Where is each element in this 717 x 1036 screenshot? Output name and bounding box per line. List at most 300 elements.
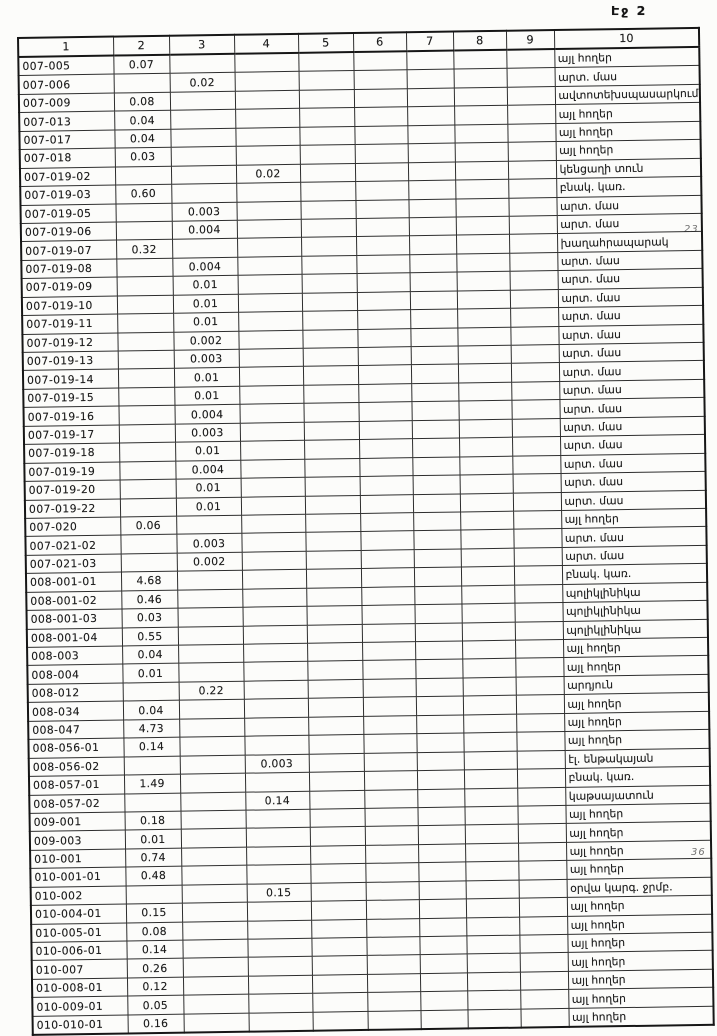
empty-cell-col5 bbox=[305, 532, 360, 551]
land-use-label: ավտոտեխսպասարկում bbox=[555, 84, 700, 105]
empty-cell-col5 bbox=[303, 384, 358, 403]
empty-cell-col5 bbox=[300, 182, 355, 201]
empty-cell-col7 bbox=[420, 991, 467, 1010]
empty-cell-col9 bbox=[511, 363, 559, 382]
empty-cell-col7 bbox=[419, 917, 466, 936]
empty-cell-col9 bbox=[507, 86, 555, 105]
land-use-label: այլ հողեր bbox=[565, 803, 710, 824]
empty-cell-col5 bbox=[299, 89, 354, 108]
empty-cell-col7 bbox=[418, 844, 465, 863]
value-col2: 0.14 bbox=[123, 737, 179, 756]
land-use-label: այլ հողեր bbox=[568, 969, 713, 990]
value-col4 bbox=[239, 404, 303, 423]
empty-cell-col5 bbox=[306, 587, 361, 606]
empty-cell-col5 bbox=[299, 126, 354, 145]
empty-cell-col9 bbox=[506, 49, 554, 69]
empty-cell-col6 bbox=[357, 291, 410, 310]
empty-cell-col6 bbox=[365, 826, 418, 845]
value-col3 bbox=[182, 921, 247, 940]
value-col2: 0.32 bbox=[116, 240, 172, 259]
empty-cell-col7 bbox=[417, 788, 464, 807]
empty-cell-col9 bbox=[518, 824, 566, 843]
empty-cell-col9 bbox=[509, 252, 557, 271]
parcel-code: 007-019-22 bbox=[25, 499, 120, 519]
empty-cell-col9 bbox=[518, 861, 566, 880]
empty-cell-col8 bbox=[458, 382, 511, 401]
value-col4 bbox=[241, 533, 305, 552]
land-use-label: այլ հողեր bbox=[564, 711, 709, 732]
value-col4 bbox=[239, 348, 303, 367]
value-col2 bbox=[119, 442, 175, 461]
empty-cell-col8 bbox=[460, 530, 513, 549]
land-use-label: արտ. մաս bbox=[560, 453, 705, 474]
land-use-label: պոլիկլինիկա bbox=[562, 582, 707, 603]
parcel-code: 008-003 bbox=[27, 646, 122, 666]
land-use-label: բնակ. կառ. bbox=[556, 176, 701, 197]
value-col4 bbox=[243, 643, 307, 662]
land-use-label: արտ. մաս bbox=[558, 324, 703, 345]
land-use-label: այլ հողեր bbox=[566, 840, 711, 861]
value-col2 bbox=[115, 203, 171, 222]
empty-cell-col5 bbox=[311, 901, 366, 920]
value-col3: 0.003 bbox=[176, 534, 241, 553]
value-col4 bbox=[245, 809, 309, 828]
value-col4 bbox=[243, 625, 307, 644]
empty-cell-col5 bbox=[302, 274, 357, 293]
empty-cell-col5 bbox=[310, 864, 365, 883]
empty-cell-col6 bbox=[366, 918, 419, 937]
empty-cell-col9 bbox=[517, 787, 565, 806]
parcel-code: 007-019-05 bbox=[20, 204, 115, 224]
empty-cell-col9 bbox=[509, 234, 557, 253]
land-use-label: այլ հողեր bbox=[563, 637, 708, 658]
parcel-code: 007-019-09 bbox=[22, 277, 117, 297]
empty-cell-col9 bbox=[509, 215, 557, 234]
value-col3 bbox=[178, 663, 243, 682]
empty-cell-col5 bbox=[299, 71, 354, 90]
value-col2: 0.03 bbox=[115, 147, 171, 166]
empty-cell-col9 bbox=[508, 179, 556, 198]
land-use-label: արդյուն bbox=[564, 674, 709, 695]
empty-cell-col5 bbox=[304, 458, 359, 477]
value-col4 bbox=[239, 367, 303, 386]
value-col3 bbox=[182, 902, 247, 921]
empty-cell-col9 bbox=[515, 658, 563, 677]
empty-cell-col7 bbox=[410, 272, 457, 291]
empty-cell-col6 bbox=[364, 789, 417, 808]
empty-cell-col6 bbox=[367, 1010, 420, 1030]
value-col2 bbox=[118, 369, 174, 388]
value-col2 bbox=[116, 258, 172, 277]
value-col3 bbox=[170, 128, 235, 147]
empty-cell-col9 bbox=[508, 160, 556, 179]
empty-cell-col5 bbox=[302, 329, 357, 348]
value-col4 bbox=[242, 551, 306, 570]
value-col3 bbox=[171, 183, 236, 202]
empty-cell-col6 bbox=[367, 992, 420, 1011]
value-col3: 0.004 bbox=[172, 257, 237, 276]
empty-cell-col6 bbox=[357, 310, 410, 329]
empty-cell-col7 bbox=[415, 659, 462, 678]
empty-cell-col6 bbox=[362, 642, 415, 661]
value-col3: 0.01 bbox=[173, 312, 238, 331]
empty-cell-col9 bbox=[519, 934, 567, 953]
parcel-code: 007-009 bbox=[19, 93, 114, 113]
value-col3: 0.01 bbox=[173, 294, 238, 313]
empty-cell-col9 bbox=[520, 953, 568, 972]
value-col3 bbox=[179, 718, 244, 737]
empty-cell-col7 bbox=[406, 51, 453, 71]
parcel-code: 007-019-12 bbox=[22, 333, 117, 353]
empty-cell-col9 bbox=[510, 289, 558, 308]
value-col4 bbox=[246, 828, 310, 847]
value-col2: 0.12 bbox=[127, 977, 183, 996]
empty-cell-col8 bbox=[461, 566, 514, 585]
cadastre-table-wrap bbox=[17, 27, 713, 1036]
value-col2: 0.48 bbox=[125, 866, 181, 885]
empty-cell-col6 bbox=[361, 605, 414, 624]
land-use-label: էլ. ենթակայան bbox=[565, 748, 710, 769]
empty-cell-col7 bbox=[417, 770, 464, 789]
empty-cell-col8 bbox=[454, 124, 507, 143]
value-col3 bbox=[178, 644, 243, 663]
land-use-label: այլ հողեր bbox=[568, 988, 713, 1009]
empty-cell-col8 bbox=[457, 271, 510, 290]
empty-cell-col8 bbox=[458, 401, 511, 420]
empty-cell-col7 bbox=[409, 217, 456, 236]
value-col2: 0.05 bbox=[127, 995, 183, 1014]
empty-cell-col6 bbox=[357, 273, 410, 292]
empty-cell-col6 bbox=[358, 402, 411, 421]
empty-cell-col5 bbox=[307, 642, 362, 661]
parcel-code: 010-004-01 bbox=[31, 904, 126, 924]
empty-cell-col7 bbox=[414, 604, 461, 623]
value-col4 bbox=[237, 256, 301, 275]
value-col4 bbox=[247, 901, 311, 920]
parcel-code: 009-001 bbox=[30, 812, 125, 832]
value-col2: 0.60 bbox=[115, 184, 171, 203]
empty-cell-col9 bbox=[520, 1008, 568, 1028]
empty-cell-col9 bbox=[507, 105, 555, 124]
empty-cell-col7 bbox=[415, 623, 462, 642]
empty-cell-col5 bbox=[303, 347, 358, 366]
empty-cell-col5 bbox=[311, 937, 366, 956]
empty-cell-col9 bbox=[516, 713, 564, 732]
empty-cell-col9 bbox=[512, 437, 560, 456]
value-col2: 0.74 bbox=[125, 848, 181, 867]
parcel-code: 008-056-01 bbox=[28, 738, 123, 758]
value-col3 bbox=[179, 736, 244, 755]
empty-cell-col5 bbox=[299, 108, 354, 127]
empty-cell-col8 bbox=[467, 1009, 520, 1029]
parcel-code: 010-010-01 bbox=[33, 1015, 128, 1035]
value-col3: 0.02 bbox=[170, 73, 235, 92]
column-header-7: 7 bbox=[406, 32, 453, 52]
land-use-label: արտ. մաս bbox=[559, 398, 704, 419]
value-col2 bbox=[118, 406, 174, 425]
empty-cell-col7 bbox=[416, 678, 463, 697]
parcel-code: 007-019-20 bbox=[25, 480, 120, 500]
parcel-code: 008-034 bbox=[28, 701, 123, 721]
empty-cell-col6 bbox=[365, 863, 418, 882]
parcel-code: 007-019-17 bbox=[24, 425, 119, 445]
value-col3 bbox=[178, 626, 243, 645]
empty-cell-col9 bbox=[520, 990, 568, 1009]
parcel-code: 008-047 bbox=[28, 720, 123, 740]
land-use-label: այլ հողեր bbox=[566, 822, 711, 843]
empty-cell-col5 bbox=[305, 477, 360, 496]
empty-cell-col5 bbox=[300, 163, 355, 182]
empty-cell-col8 bbox=[462, 640, 515, 659]
empty-cell-col9 bbox=[520, 971, 568, 990]
value-col3 bbox=[171, 146, 236, 165]
empty-cell-col7 bbox=[416, 733, 463, 752]
value-col3: 0.003 bbox=[171, 202, 236, 221]
land-use-label: այլ հողեր bbox=[568, 951, 713, 972]
parcel-code: 008-001-02 bbox=[26, 591, 121, 611]
value-col3 bbox=[180, 773, 245, 792]
value-col4 bbox=[237, 238, 301, 257]
empty-cell-col8 bbox=[460, 474, 513, 493]
value-col4: 0.14 bbox=[245, 791, 309, 810]
empty-cell-col8 bbox=[467, 972, 520, 991]
value-col3: 0.002 bbox=[173, 331, 238, 350]
empty-cell-col6 bbox=[355, 144, 408, 163]
empty-cell-col6 bbox=[359, 420, 412, 439]
empty-cell-col5 bbox=[300, 200, 355, 219]
empty-cell-col7 bbox=[417, 752, 464, 771]
empty-cell-col6 bbox=[360, 494, 413, 513]
empty-cell-col8 bbox=[462, 659, 515, 678]
empty-cell-col7 bbox=[413, 475, 460, 494]
land-use-label: այլ հողեր bbox=[555, 103, 700, 124]
parcel-code: 010-009-01 bbox=[32, 996, 127, 1016]
value-col4 bbox=[235, 72, 299, 91]
land-use-label: այլ հողեր bbox=[563, 656, 708, 677]
empty-cell-col9 bbox=[517, 750, 565, 769]
land-use-label: այլ հողեր bbox=[556, 140, 701, 161]
empty-cell-col6 bbox=[354, 89, 407, 108]
empty-cell-col5 bbox=[307, 661, 362, 680]
land-use-label: արտ. մաս bbox=[559, 361, 704, 382]
empty-cell-col8 bbox=[455, 142, 508, 161]
empty-cell-col7 bbox=[410, 309, 457, 328]
empty-cell-col7 bbox=[413, 493, 460, 512]
empty-cell-col6 bbox=[360, 531, 413, 550]
empty-cell-col9 bbox=[513, 474, 561, 493]
parcel-code: 008-004 bbox=[27, 664, 122, 684]
empty-cell-col8 bbox=[459, 456, 512, 475]
empty-cell-col6 bbox=[354, 125, 407, 144]
empty-cell-col5 bbox=[302, 311, 357, 330]
empty-cell-col7 bbox=[411, 383, 458, 402]
column-header-5: 5 bbox=[298, 33, 353, 53]
parcel-code: 007-021-02 bbox=[25, 535, 120, 555]
value-col2: 0.04 bbox=[114, 111, 170, 130]
empty-cell-col5 bbox=[312, 993, 367, 1012]
value-col2: 0.26 bbox=[127, 959, 183, 978]
empty-cell-col7 bbox=[408, 162, 455, 181]
value-col4 bbox=[246, 846, 310, 865]
empty-cell-col9 bbox=[515, 621, 563, 640]
empty-cell-col9 bbox=[514, 584, 562, 603]
empty-cell-col8 bbox=[454, 69, 507, 88]
empty-cell-col7 bbox=[419, 936, 466, 955]
empty-cell-col6 bbox=[360, 513, 413, 532]
parcel-code: 007-019-14 bbox=[23, 369, 118, 389]
empty-cell-col5 bbox=[312, 1011, 367, 1031]
empty-cell-col5 bbox=[310, 845, 365, 864]
land-use-label: օրվա կարգ. ջրմբ. bbox=[567, 877, 712, 898]
empty-cell-col8 bbox=[456, 235, 509, 254]
parcel-code: 010-001-01 bbox=[30, 867, 125, 887]
empty-cell-col8 bbox=[456, 253, 509, 272]
empty-cell-col7 bbox=[407, 88, 454, 107]
value-col4 bbox=[244, 699, 308, 718]
value-col3 bbox=[181, 847, 246, 866]
empty-cell-col8 bbox=[466, 935, 519, 954]
empty-cell-col7 bbox=[411, 346, 458, 365]
value-col4 bbox=[238, 293, 302, 312]
land-use-label: այլ հողեր bbox=[568, 1006, 713, 1027]
empty-cell-col5 bbox=[311, 882, 366, 901]
value-col2 bbox=[116, 221, 172, 240]
empty-cell-col7 bbox=[413, 512, 460, 531]
empty-cell-col9 bbox=[514, 603, 562, 622]
value-col4 bbox=[241, 514, 305, 533]
empty-cell-col6 bbox=[359, 439, 412, 458]
empty-cell-col9 bbox=[508, 142, 556, 161]
value-col3: 0.004 bbox=[175, 460, 240, 479]
land-use-label: այլ հողեր bbox=[564, 693, 709, 714]
value-col4 bbox=[241, 496, 305, 515]
value-col4 bbox=[247, 920, 311, 939]
value-col4 bbox=[238, 275, 302, 294]
column-header-1: 1 bbox=[18, 37, 113, 57]
value-col4 bbox=[238, 330, 302, 349]
empty-cell-col5 bbox=[309, 808, 364, 827]
empty-cell-col9 bbox=[511, 381, 559, 400]
empty-cell-col7 bbox=[409, 254, 456, 273]
value-col3 bbox=[177, 570, 242, 589]
land-use-label: արտ. մաս bbox=[562, 545, 707, 566]
empty-cell-col8 bbox=[459, 437, 512, 456]
empty-cell-col7 bbox=[414, 567, 461, 586]
parcel-code: 008-012 bbox=[28, 683, 123, 703]
empty-cell-col7 bbox=[408, 199, 455, 218]
empty-cell-col8 bbox=[463, 714, 516, 733]
value-col4 bbox=[244, 717, 308, 736]
value-col2 bbox=[121, 553, 177, 572]
page-number-label: Էջ 2 bbox=[611, 3, 648, 18]
empty-cell-col5 bbox=[312, 974, 367, 993]
column-header-6: 6 bbox=[353, 32, 406, 52]
value-col2 bbox=[120, 498, 176, 517]
empty-cell-col7 bbox=[408, 180, 455, 199]
value-col2: 0.08 bbox=[114, 92, 170, 111]
value-col2 bbox=[118, 387, 174, 406]
value-col2 bbox=[115, 166, 171, 185]
value-col4 bbox=[245, 772, 309, 791]
parcel-code: 010-005-01 bbox=[31, 923, 126, 943]
value-col4 bbox=[240, 459, 304, 478]
value-col3: 0.01 bbox=[176, 478, 241, 497]
value-col4: 0.02 bbox=[236, 164, 300, 183]
empty-cell-col7 bbox=[407, 69, 454, 88]
empty-cell-col6 bbox=[358, 384, 411, 403]
empty-cell-col5 bbox=[304, 440, 359, 459]
empty-cell-col9 bbox=[519, 879, 567, 898]
parcel-code: 010-001 bbox=[30, 849, 125, 869]
empty-cell-col5 bbox=[308, 735, 363, 754]
value-col4 bbox=[234, 53, 298, 73]
empty-cell-col7 bbox=[412, 420, 459, 439]
parcel-code: 007-019-08 bbox=[21, 259, 116, 279]
empty-cell-col7 bbox=[420, 973, 467, 992]
empty-cell-col7 bbox=[414, 586, 461, 605]
parcel-code: 007-019-18 bbox=[24, 443, 119, 463]
empty-cell-col6 bbox=[363, 734, 416, 753]
column-header-3: 3 bbox=[169, 35, 234, 55]
empty-cell-col5 bbox=[301, 255, 356, 274]
empty-cell-col7 bbox=[414, 549, 461, 568]
value-col4 bbox=[240, 422, 304, 441]
empty-cell-col9 bbox=[516, 676, 564, 695]
value-col3 bbox=[181, 810, 246, 829]
empty-cell-col8 bbox=[461, 603, 514, 622]
value-col4 bbox=[235, 90, 299, 109]
empty-cell-col7 bbox=[408, 143, 455, 162]
empty-cell-col6 bbox=[356, 236, 409, 255]
empty-cell-col9 bbox=[516, 732, 564, 751]
land-use-label: այլ հողեր bbox=[566, 859, 711, 880]
value-col2: 0.15 bbox=[126, 903, 182, 922]
parcel-code: 007-019-07 bbox=[21, 240, 116, 260]
empty-cell-col7 bbox=[418, 862, 465, 881]
value-col2: 0.07 bbox=[113, 55, 169, 75]
empty-cell-col6 bbox=[367, 955, 420, 974]
empty-cell-col8 bbox=[455, 179, 508, 198]
table-body bbox=[18, 47, 713, 1035]
column-header-9: 9 bbox=[506, 30, 554, 50]
value-col4: 0.15 bbox=[247, 883, 311, 902]
empty-cell-col7 bbox=[412, 438, 459, 457]
value-col2 bbox=[120, 535, 176, 554]
parcel-code: 007-019-02 bbox=[20, 167, 115, 187]
value-col2 bbox=[117, 332, 173, 351]
column-header-10: 10 bbox=[554, 28, 699, 49]
value-col4 bbox=[236, 146, 300, 165]
land-use-label: արտ. մաս bbox=[561, 527, 706, 548]
empty-cell-col8 bbox=[460, 493, 513, 512]
empty-cell-col5 bbox=[303, 366, 358, 385]
land-use-label: բնակ. կառ. bbox=[562, 564, 707, 585]
empty-cell-col8 bbox=[456, 216, 509, 235]
empty-cell-col9 bbox=[510, 271, 558, 290]
parcel-code: 007-013 bbox=[19, 111, 114, 131]
empty-cell-col7 bbox=[415, 641, 462, 660]
parcel-code: 010-008-01 bbox=[32, 978, 127, 998]
value-col3 bbox=[181, 865, 246, 884]
value-col3 bbox=[183, 976, 248, 995]
value-col3 bbox=[183, 958, 248, 977]
empty-cell-col9 bbox=[518, 842, 566, 861]
empty-cell-col8 bbox=[463, 732, 516, 751]
empty-cell-col9 bbox=[511, 400, 559, 419]
empty-cell-col5 bbox=[306, 550, 361, 569]
land-use-label: արտ. մաս bbox=[560, 435, 705, 456]
empty-cell-col6 bbox=[367, 974, 420, 993]
